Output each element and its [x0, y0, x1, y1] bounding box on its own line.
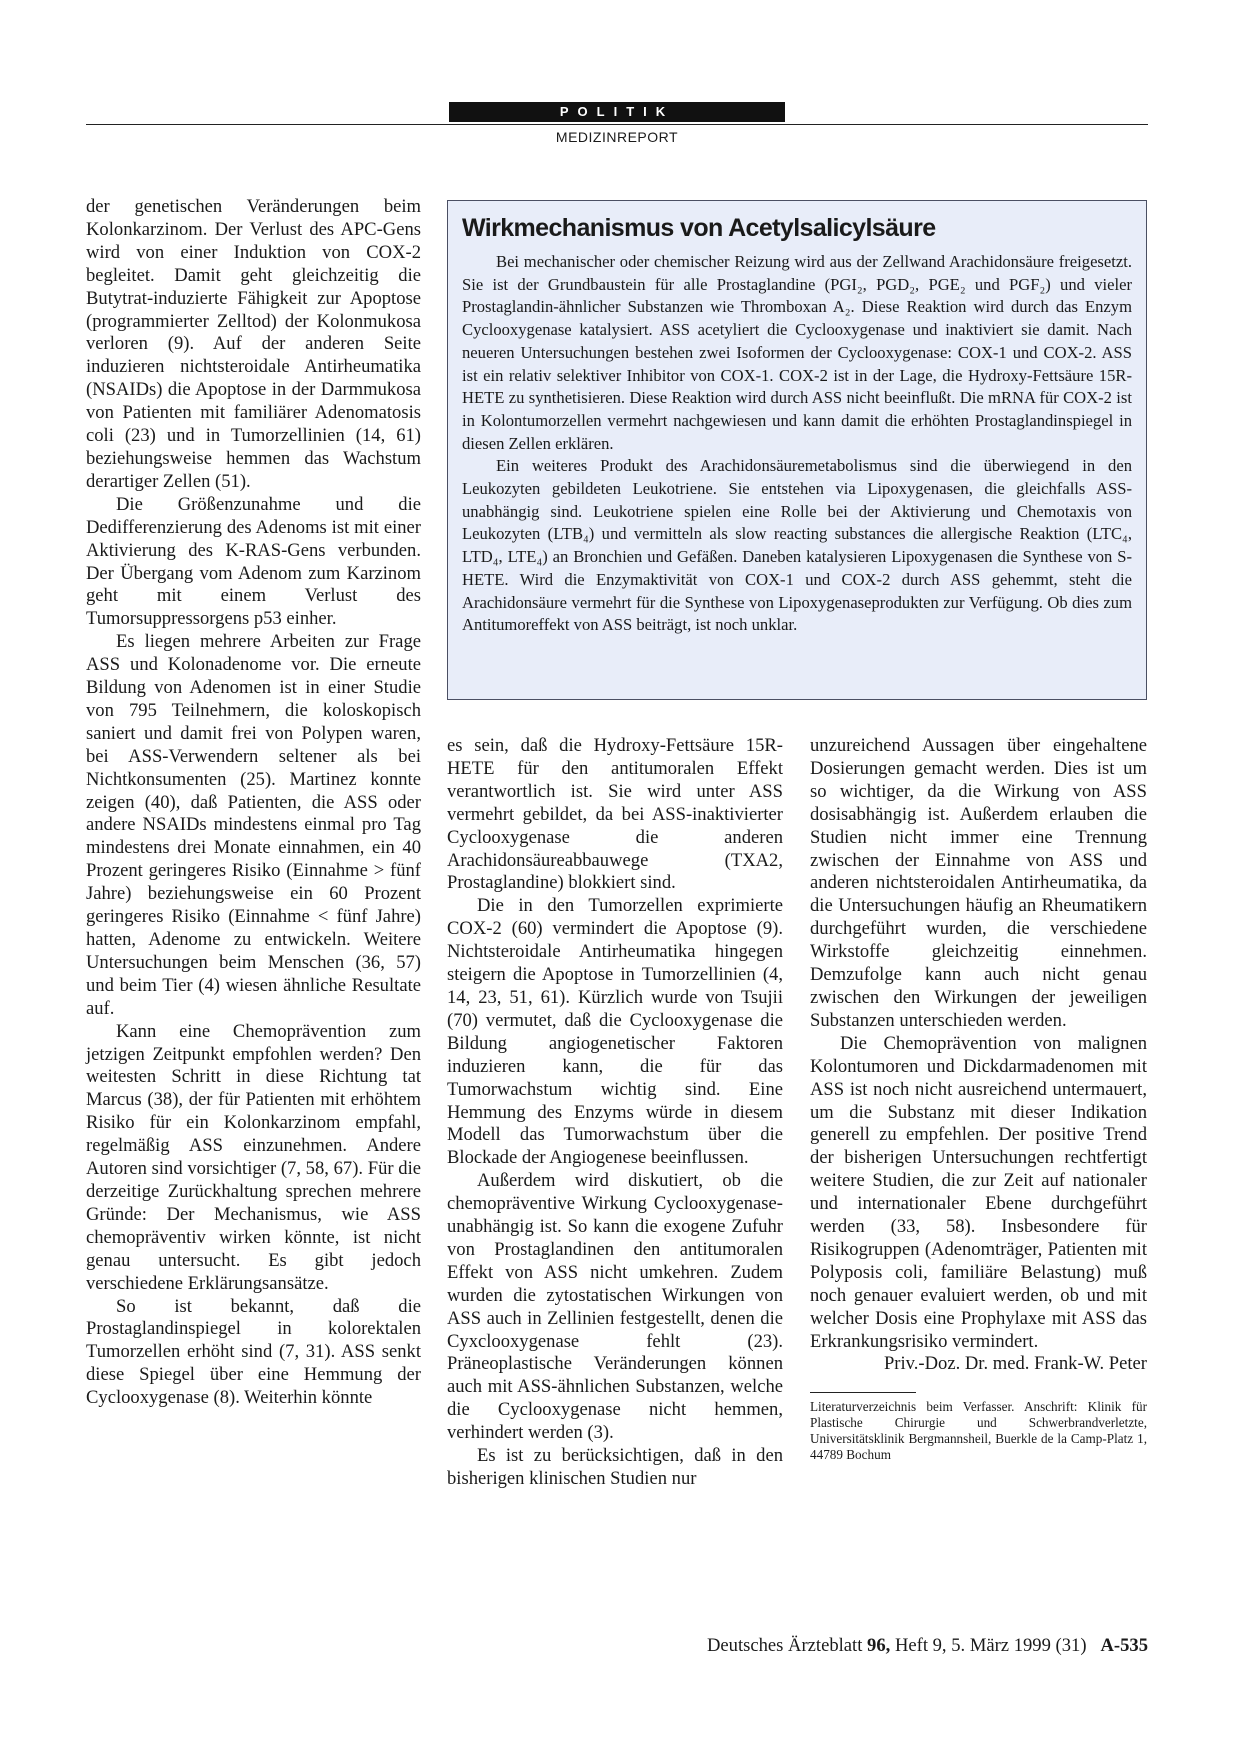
subsection-label: MEDIZINREPORT: [555, 129, 679, 145]
paragraph: der genetischen Veränderungen beim Kolonkarzinom. Der Verlust des APC-Gens wird von einer Induktion von COX-2 begleitet. Damit geht gleichzeitig die Butytrat-induzierte Fähigkeit zur Apoptose (programmierter Zelltod) der Kolonmukosa verloren (9). Auf der anderen Seite induzieren nichtsteroidale Antirheumatika (NSAIDs) die Apoptose in der Darmmukosa von Patienten mit familiärer Adenomatosis coli (23) und in Tumorzellinien (14, 61) beziehungsweise hemmen das Wachstum derartiger Zellen (51).: [86, 196, 421, 492]
page-footer: [560, 1635, 1148, 1657]
paragraph: Kann eine Chemoprävention zum jetzigen Zeitpunkt empfohlen werden? Den weitesten Schritt in diese Richtung tat Marcus (38), der für Patienten mit erhöhtem Risiko für ein Kolonkarzinom empfahl, regelmäßig ASS einzunehmen. Andere Autoren sind vorsichtiger (7, 58, 67). Für die derzeitige Zurückhaltung sprechen mehrere Gründe: Der Mechanismus, wie ASS chemopräventiv wirken könnte, ist nicht genau untersucht. Es gibt jedoch verschiedene Erklärungsansätze.: [86, 1020, 421, 1294]
info-box: [447, 200, 1147, 700]
text-column-2: [447, 735, 783, 1491]
journal-volume: 96,: [867, 1635, 891, 1656]
text-column-3: [810, 735, 1147, 1463]
paragraph: unzureichend Aussagen über eingehaltene Dosierungen gemacht werden. Dies ist um so wichtiger, da die Wirkung von ASS dosisabhängig ist. Außerdem erlauben die Studien nicht immer eine Trennung zwischen der Einnahme von ASS und anderen nichtsteroidalen Antirheumatika, da die Untersuchungen häufig an Rheumatikern durchgeführt wurden, die verschiedene Wirkstoffe gleichzeitig einnehmen. Demzufolge kann auch nicht genau zwischen den Wirkungen der jeweiligen Substanzen unterschieden werden.: [810, 735, 1147, 1031]
footnote: Literaturverzeichnis beim Verfasser. Anschrift: Klinik für Plastische Chirurgie und Schwerbrandverletzte, Universitätsklinik Bergmannsheil, Buerkle de la Camp-Platz 1, 44789 Bochum: [810, 1399, 1147, 1462]
issue-info: Heft 9, 5. März 1999 (31): [894, 1635, 1087, 1656]
journal-name: Deutsches Ärzteblatt: [706, 1635, 863, 1656]
paragraph: Die Chemoprävention von malignen Kolontumoren und Dickdarmadenomen mit ASS ist noch nicht ausreichend untermauert, um die Substanz mit dieser Indikation generell zu empfehlen. Der positive Trend der bisherigen Untersuchungen rechtfertigt weitere Studien, die zur Zeit auf nationaler und internationaler Ebene durchgeführt werden (33, 58). Insbesondere für Risikogruppen (Adenomträger, Patienten mit Polyposis coli, familiäre Belastung) muß noch genauer evaluiert werden, ob und mit welcher Dosis eine Prophylaxe mit ASS das Erkrankungsrisiko vermindert.: [810, 1032, 1147, 1352]
paragraph: Es ist zu berücksichtigen, daß in den bisherigen klinischen Studien nur: [447, 1445, 783, 1489]
footnote-rule: [810, 1392, 916, 1393]
page-number: A-535: [1100, 1635, 1148, 1656]
paragraph: So ist bekannt, daß die Prostaglandinspiegel in kolorektalen Tumorzellen erhöht sind (7, 31). ASS senkt diese Spiegel über eine Hemmung der Cyclooxygenase (8). Weiterhin könnte: [86, 1295, 421, 1409]
paragraph: Die Größenzunahme und die Dedifferenzierung des Adenoms ist mit einer Aktivierung des K-RAS-Gens verbunden. Der Übergang vom Adenom zum Karzinom geht mit einem Verlust des Tumorsuppressorgens p53 einher.: [86, 493, 421, 630]
header-rule: [86, 124, 1148, 125]
paragraph: es sein, daß die Hydroxy-Fettsäure 15R-HETE für den antitumoralen Effekt verantwortlich ist. Sie wird unter ASS vermehrt gebildet, da bei ASS-inaktivierter Cyclooxygenase die anderen Arachidonsäureabbauwege (TXA2, Prostaglandine) blokkiert sind.: [447, 735, 783, 894]
paragraph: Die in den Tumorzellen exprimierte COX-2 (60) vermindert die Apoptose (9). Nichtsteroidale Antirheumatika hingegen steigern die Apoptose in Tumorzellinien (4, 14, 23, 51, 61). Kürzlich wurde von Tsujii (70) vermutet, daß die Cyclooxygenase die Bildung angiogenetischer Faktoren induzieren kann, die für das Tumorwachstum wichtig sind. Eine Hemmung des Enzyms würde in diesem Modell das Tumorwachstum über die Blockade der Angiogenese beeinflussen.: [447, 895, 783, 1169]
info-box-title: Wirkmechanismus von Acetylsalicylsäure: [462, 214, 936, 242]
paragraph: Außerdem wird diskutiert, ob die chemopräventive Wirkung Cyclooxygenase-unabhängig ist. So kann die exogene Zufuhr von Prostaglandinen den antitumoralen Effekt von ASS nicht umkehren. Zudem wurden die zytostatischen Wirkungen von ASS auch in Zellinien festgestellt, denen die Cyxclooxygenase fehlt (23). Präneoplastische Veränderungen können auch mit ASS-ähnlichen Substanzen, welche die Cyclooxygenase nicht hemmen, verhindert werden (3).: [447, 1170, 783, 1444]
paragraph: Es liegen mehrere Arbeiten zur Frage ASS und Kolonadenome vor. Die erneute Bildung von Adenomen ist in einer Studie von 795 Teilnehmern, die koloskopisch saniert und damit frei von Polypen waren, bei ASS-Verwendern seltener als bei Nichtkonsumenten (25). Martinez konnte zeigen (40), daß Patienten, die ASS oder andere NSAIDs mindestens einmal pro Tag mindestens drei Monate einnahmen, ein 40 Prozent geringeres Risiko (Einnahme > fünf Jahre) beziehungsweise ein 60 Prozent geringeres Risiko (Einnahme < fünf Jahre) hatten, Adenome zu entwickeln. Weitere Untersuchungen beim Menschen (36, 57) und beim Tier (4) wiesen ähnliche Resultate auf.: [86, 631, 421, 1019]
text-column-1: [86, 196, 421, 1410]
section-label: POLITIK: [449, 102, 785, 122]
info-box-paragraph: Bei mechanischer oder chemischer Reizung wird aus der Zellwand Arachidonsäure freigesetzt. Sie ist der Grundbaustein für alle Prostaglandine (PGI₂, PGD₂, PGE₂ und PGF₂) und vieler Prostaglandin-ähnlicher Substanzen wie Thromboxan A₂. Diese Reaktion wird durch das Enzym Cyclooxygenase katalysiert. ASS acetyliert die Cyclooxygenase und inaktiviert sie damit. Nach neueren Untersuchungen bestehen zwei Isoformen der Cyclooxygenase: COX-1 und COX-2. ASS ist ein relativ selektiver Inhibitor von COX-1. COX-2 ist in der Lage, die Hydroxy-Fettsäure 15R-HETE zu synthetisieren. Diese Reaktion wird durch ASS nicht beeinflußt. Die mRNA für COX-2 ist in Kolontumorzellen vermehrt nachgewiesen und kann damit die erhöhten Prostaglandinspiegel in diesen Zellen erklären.: [462, 252, 1132, 453]
author-signature: Priv.-Doz. Dr. med. Frank-W. Peter: [883, 1353, 1147, 1375]
info-box-paragraph: Ein weiteres Produkt des Arachidonsäuremetabolismus sind die überwiegend in den Leukozyten gebildeten Leukotriene. Sie entstehen via Lipoxygenasen, die gleichfalls ASS-unabhängig sind. Leukotriene spielen eine Rolle bei der Aktivierung und Chemotaxis von Leukozyten (LTB₄) und vermitteln als slow reacting substances die allergische Reaktion (LTC₄, LTD₄, LTE₄) an Bronchien und Gefäßen. Daneben katalysieren Lipoxygenasen die Synthese von S-HETE. Wird die Enzymaktivität von COX-1 und COX-2 durch ASS gehemmt, steht die Arachidonsäure vermehrt für die Synthese von Lipoxygenaseprodukten zur Verfügung. Ob dies zum Antitumoreffekt von ASS beiträgt, ist noch unklar.: [462, 456, 1132, 635]
